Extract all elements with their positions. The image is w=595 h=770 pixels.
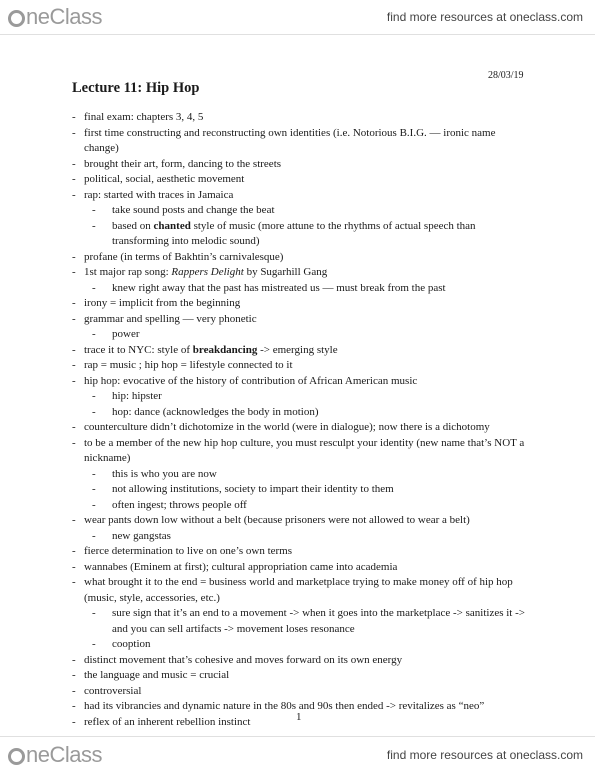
bullet-item	[72, 420, 532, 436]
bullet-item	[72, 560, 532, 576]
bullet-text: sure sign that it’s an end to a movement -> when it goes into the marketplace -> sanitizes it -> and you can sell artifacts -> movement loses resonance	[112, 607, 525, 635]
bullet-marker: -	[92, 328, 96, 340]
bottom-banner	[0, 737, 595, 770]
bullet-item	[72, 715, 532, 731]
bullet-marker: -	[72, 188, 76, 201]
sub-bullet-item	[72, 389, 532, 405]
bullet-item	[72, 513, 532, 529]
bullet-item	[72, 265, 532, 281]
bullet-text: had its vibrancies and dynamic nature in the 80s and 90s then ended -> revitalizes as “neo”	[84, 700, 485, 712]
bullet-text: final exam: chapters 3, 4, 5	[84, 111, 204, 123]
bullet-text: irony = implicit from the beginning	[84, 297, 241, 309]
bullet-text: rap = music ; hip hop = lifestyle connected to it	[84, 359, 293, 371]
bullet-text: brought their art, form, dancing to the streets	[84, 157, 282, 170]
bullet-marker: -	[92, 281, 96, 294]
bullet-marker: -	[92, 204, 96, 216]
promo-link-footer[interactable]: find more resources at oneclass.com	[386, 748, 583, 762]
bullet-marker: -	[72, 653, 76, 666]
bullet-marker: -	[92, 638, 96, 650]
bullet-item	[72, 668, 532, 684]
bullet-item	[72, 188, 532, 204]
bullet-text: cooption	[112, 638, 151, 650]
bullet-marker: -	[72, 297, 76, 309]
sub-bullet-item	[72, 529, 532, 545]
logo-ring-icon	[8, 10, 25, 27]
oneclass-logo[interactable]: neClass	[8, 4, 102, 30]
bullet-marker: -	[72, 374, 76, 387]
bullet-text: to be a member of the new hip hop culture, you must resculpt your identity (new name that’s NOT a nickname)	[84, 436, 525, 464]
oneclass-logo-footer[interactable]: neClass	[8, 742, 102, 768]
bullet-marker: -	[72, 359, 76, 371]
sub-bullet-item	[72, 203, 532, 219]
bullet-marker: -	[72, 250, 76, 263]
bullet-text: power	[112, 328, 140, 340]
bullet-text: first time constructing and reconstructing own identities (i.e. Notorious B.I.G. — ironic name change)	[84, 126, 496, 154]
bullet-text: based on chanted style of music (more attune to the rhythms of actual speech than transforming into melodic sound)	[112, 219, 476, 247]
bullet-marker: -	[72, 436, 76, 449]
bullet-text: new gangstas	[112, 529, 171, 542]
bullet-text: 1st major rap song: Rappers Delight by Sugarhill Gang	[84, 266, 328, 278]
bullet-item	[72, 250, 532, 266]
bullet-item	[72, 374, 532, 390]
sub-bullet-item	[72, 281, 532, 297]
bullet-item	[72, 110, 532, 126]
bullet-item	[72, 296, 532, 312]
bullet-marker: -	[72, 173, 76, 185]
bullet-marker: -	[72, 669, 76, 681]
page-number: 1	[296, 711, 302, 723]
sub-bullet-item	[72, 482, 532, 498]
bullet-text: trace it to NYC: style of breakdancing -> emerging style	[84, 343, 338, 356]
bullet-item	[72, 312, 532, 328]
bullet-marker: -	[72, 126, 76, 139]
lecture-date: 28/03/19	[488, 70, 524, 81]
bullet-text: controversial	[84, 684, 142, 697]
bullet-item	[72, 653, 532, 669]
bullet-marker: -	[92, 405, 96, 418]
bullet-text: wannabes (Eminem at first); cultural appropriation came into academia	[84, 560, 398, 573]
sub-bullet-item	[72, 606, 532, 637]
bullet-item	[72, 157, 532, 173]
bullet-text: fierce determination to live on one’s own terms	[84, 545, 293, 557]
bullet-item	[72, 684, 532, 700]
bullet-marker: -	[72, 560, 76, 573]
sub-bullet-item	[72, 637, 532, 653]
bullet-text: political, social, aesthetic movement	[84, 173, 245, 185]
bullet-text: profane (in terms of Bakhtin’s carnivalesque)	[84, 250, 284, 263]
bullet-text: hip: hipster	[112, 390, 162, 402]
bullet-item	[72, 343, 532, 359]
bullet-marker: -	[92, 607, 96, 619]
bullet-text: take sound posts and change the beat	[112, 204, 275, 216]
bullet-marker: -	[92, 219, 96, 232]
bullet-marker: -	[72, 715, 76, 728]
bullet-marker: -	[92, 483, 96, 495]
bullet-text: this is who you are now	[112, 467, 217, 480]
bullet-text: what brought it to the end = business world and marketplace trying to make money off of hip hop (music, style, accessories, etc.)	[84, 576, 513, 604]
bullet-marker: -	[72, 266, 76, 278]
bullet-text: knew right away that the past has mistreated us — must break from the past	[112, 281, 446, 294]
bullet-text: grammar and spelling — very phonetic	[84, 312, 257, 325]
bullet-marker: -	[72, 684, 76, 697]
bullet-text: counterculture didn’t dichotomize in the world (were in dialogue); now there is a dichotomy	[84, 421, 490, 433]
bullet-text: hip hop: evocative of the history of contribution of African American music	[84, 374, 418, 387]
promo-link[interactable]: find more resources at oneclass.com	[386, 10, 583, 24]
bullet-marker: -	[72, 576, 76, 588]
bullet-text: the language and music = crucial	[84, 669, 230, 681]
bullet-item	[72, 358, 532, 374]
sub-bullet-item	[72, 467, 532, 483]
sub-bullet-item	[72, 498, 532, 514]
top-divider	[0, 34, 595, 35]
bullet-text: rap: started with traces in Jamaica	[84, 188, 234, 201]
bullet-text: reflex of an inherent rebellion instinct	[84, 715, 251, 728]
logo-ring-icon	[8, 748, 25, 765]
bullet-marker: -	[92, 467, 96, 480]
sub-bullet-item	[72, 327, 532, 343]
bullet-marker: -	[72, 343, 76, 356]
bullet-marker: -	[92, 390, 96, 402]
page-title: Lecture 11: Hip Hop	[72, 80, 200, 96]
sub-bullet-item	[72, 219, 532, 250]
bullet-text: often ingest; throws people off	[112, 498, 247, 511]
bullet-text: not allowing institutions, society to impart their identity to them	[112, 483, 394, 495]
notes-list	[72, 110, 532, 730]
bullet-text: wear pants down low without a belt (because prisoners were not allowed to wear a belt)	[84, 514, 470, 526]
bullet-marker: -	[92, 529, 96, 542]
bullet-text: hop: dance (acknowledges the body in motion)	[112, 405, 319, 418]
bullet-marker: -	[72, 545, 76, 557]
bullet-item	[72, 172, 532, 188]
bullet-item	[72, 126, 532, 157]
sub-bullet-item	[72, 405, 532, 421]
top-banner	[0, 0, 595, 34]
bullet-item	[72, 436, 532, 467]
bullet-marker: -	[72, 111, 76, 123]
bullet-marker: -	[72, 157, 76, 170]
bullet-item	[72, 575, 532, 606]
bullet-marker: -	[72, 312, 76, 325]
bullet-text: distinct movement that’s cohesive and moves forward on its own energy	[84, 653, 403, 666]
bullet-item	[72, 699, 532, 715]
bullet-marker: -	[72, 514, 76, 526]
bullet-item	[72, 544, 532, 560]
bullet-marker: -	[72, 700, 76, 712]
bullet-marker: -	[92, 498, 96, 511]
bullet-marker: -	[72, 421, 76, 433]
